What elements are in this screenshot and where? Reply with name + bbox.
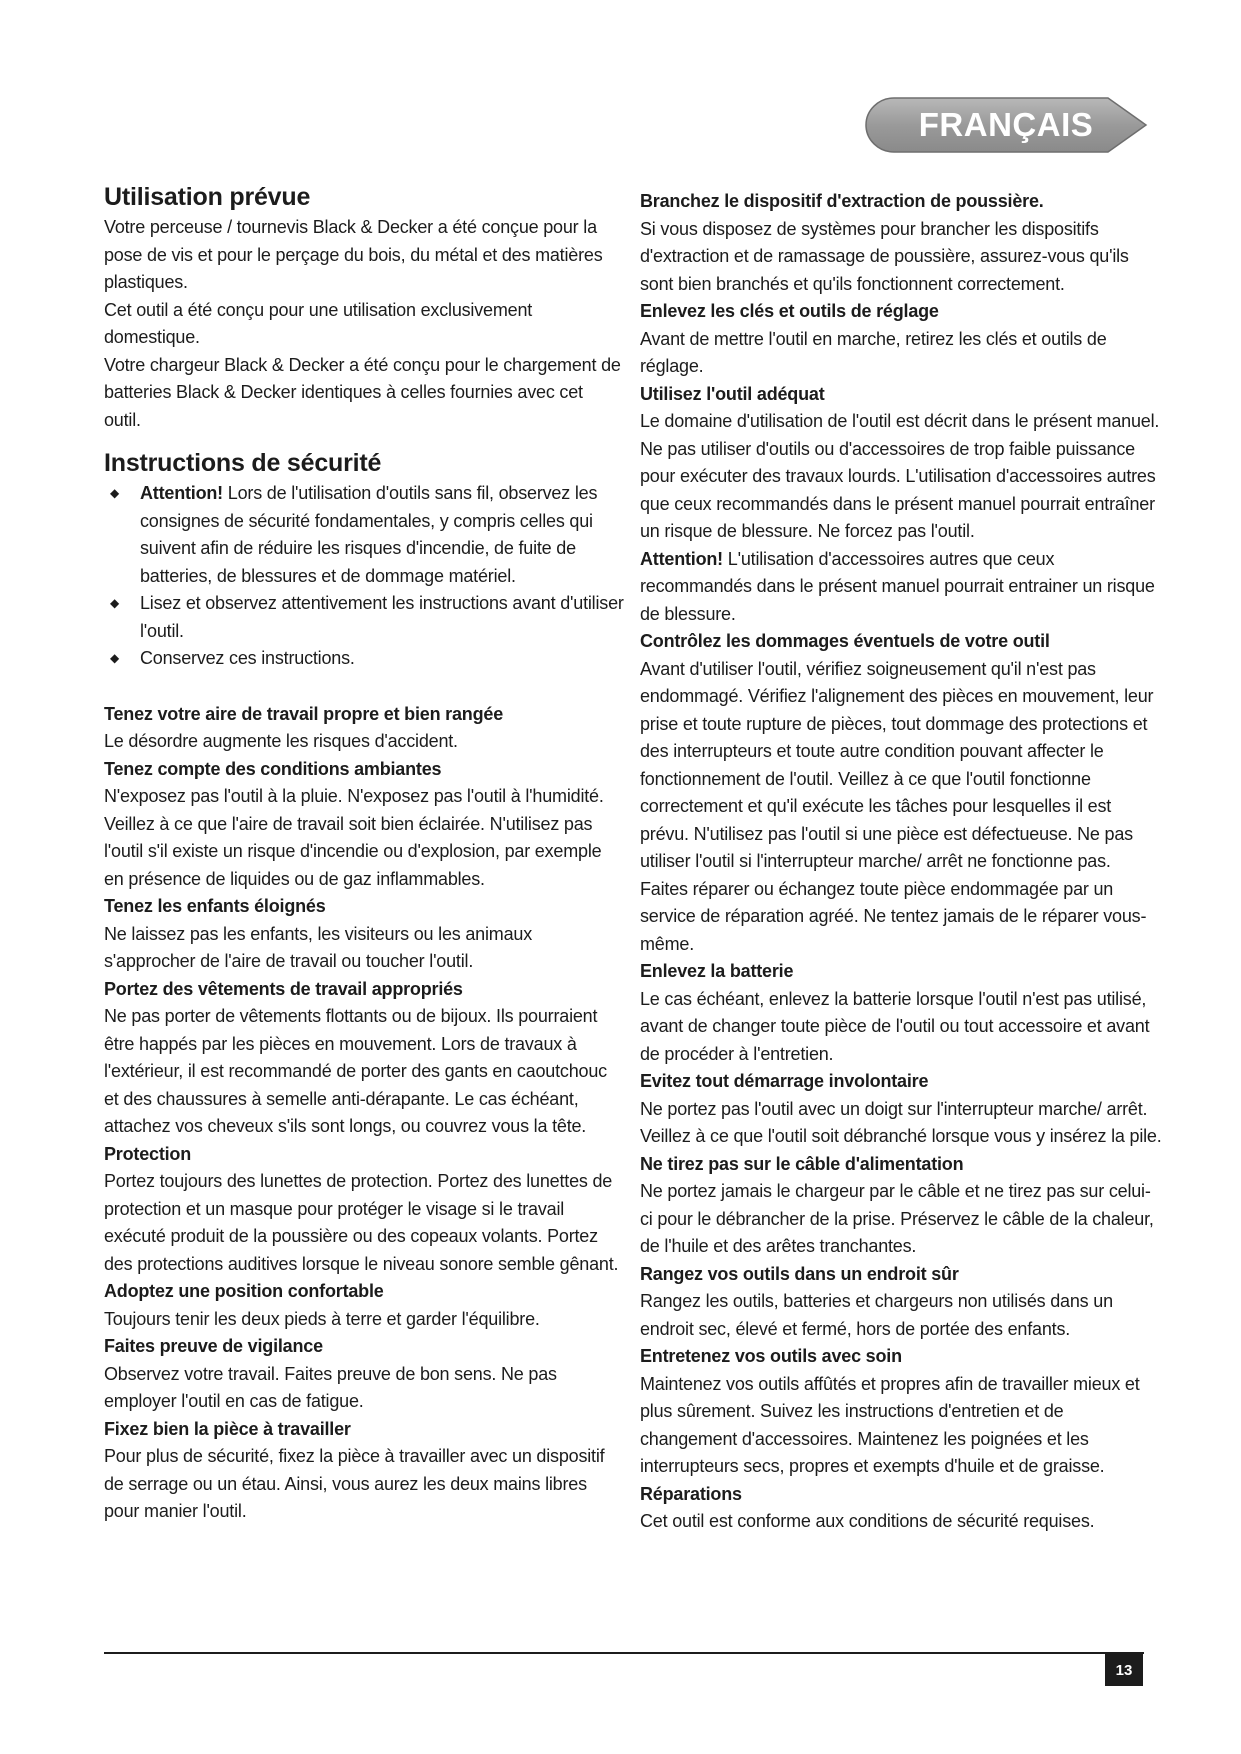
instruction-title: Evitez tout démarrage involontaire [640,1071,929,1091]
instruction-text: Le désordre augmente les risques d'accident. [104,731,458,751]
diamond-bullet-icon: ◆ [110,596,120,610]
instruction-block [640,381,1162,546]
instruction-block [104,1278,624,1333]
instruction-title: Adoptez une position confortable [104,1281,384,1301]
instruction-block [640,188,1162,298]
diamond-bullet-icon: ◆ [110,651,120,665]
instruction-block [104,893,624,976]
instruction-title: Rangez vos outils dans un endroit sûr [640,1263,959,1284]
instruction-title: Ne tirez pas sur le câble d'alimentation [640,1153,964,1174]
instruction-text: Cet outil est conforme aux conditions de sécurité requises. [640,1511,1095,1531]
instruction-text: Portez toujours des lunettes de protection. Portez des lunettes de protection et un masque pour protéger le visage si le travail exécuté produit de la poussière ou des copeaux volants. Portez des protections auditives lorsque le niveau sonore semble gênant. [104,1171,619,1274]
bullet-text: Conservez ces instructions. [140,648,355,668]
instruction-text: Ne portez jamais le chargeur par le câble et ne tirez pas sur celui-ci pour le débrancher de la prise. Préservez le câble de la chaleur, de l'huile et des arêtes tranchantes. [640,1181,1154,1256]
instruction-text: N'exposez pas l'outil à la pluie. N'exposez pas l'outil à l'humidité. Veillez à ce que l'aire de travail soit bien éclairée. N'utilisez pas l'outil s'il existe un risque d'incendie ou d'explosion, par exemple en présence de liquides ou de gaz inflammables. [104,786,604,889]
instruction-text: Le cas échéant, enlevez la batterie lorsque l'outil n'est pas utilisé, avant de changer toute pièce de l'outil ou tout accessoire et avant de procéder à l'entretien. [640,988,1150,1064]
intended-use-section [104,180,624,434]
instruction-block [640,1261,1162,1344]
attention-label: Attention! [640,548,723,569]
intended-use-paragraph: Cet outil a été conçu pour une utilisation exclusivement domestique. [104,299,533,347]
instruction-text: Ne portez pas l'outil avec un doigt sur l'interrupteur marche/ arrêt. Veillez à ce que l'outil soit débranché lorsque vous y insérez la pile. [640,1098,1162,1146]
instruction-block [640,1343,1162,1481]
attention-text: L'utilisation d'accessoires autres que ceux recommandés dans le présent manuel pourrait entrainer un risque de blessure. [640,548,1155,624]
instruction-text: Pour plus de sécurité, fixez la pièce à travailler avec un dispositif de serrage ou un étau. Ainsi, vous aurez les deux mains libres pour manier l'outil. [104,1446,605,1521]
instruction-block [640,958,1162,1068]
left-column [104,180,624,1526]
instruction-title: Tenez les enfants éloignés [104,896,326,916]
attention-label: Attention! [140,483,223,503]
instruction-title: Entretenez vos outils avec soin [640,1346,902,1366]
safety-bullet [104,590,624,645]
instruction-block [640,1481,1162,1536]
instruction-title: Protection [104,1143,192,1164]
intended-use-paragraph: Votre perceuse / tournevis Black & Decker a été conçue pour la pose de vis et pour le perçage du bois, du métal et des matières plastiques. [104,217,603,292]
instruction-text: Toujours tenir les deux pieds à terre et garder l'équilibre. [104,1308,540,1329]
instruction-text: Observez votre travail. Faites preuve de bon sens. Ne pas employer l'outil en cas de fatigue. [104,1363,557,1411]
instruction-title: Tenez compte des conditions ambiantes [104,758,442,779]
diamond-bullet-icon: ◆ [110,486,120,500]
right-column [640,188,1162,1536]
language-tab [864,96,1148,154]
instruction-title: Enlevez la batterie [640,961,794,981]
instruction-text: Avant d'utiliser l'outil, vérifiez soigneusement qu'il n'est pas endommagé. Vérifiez l'alignement des pièces en mouvement, leur prise et toute rupture de pièces, tout dommage des protections et des interrupteurs et toute autre condition pouvant affecter le fonctionnement de l'outil. Veillez à ce que l'outil fonctionne correctement et qu'il exécute les tâches pour lesquelles il est prévu. N'utilisez pas l'outil si une pièce est défectueuse. Ne pas utiliser l'outil si l'interrupteur marche/ arrêt ne fonctionne pas. Faites réparer ou échangez toute pièce endommagée par un service de réparation agréé. Ne tentez jamais de le réparer vous-même. [640,658,1154,954]
instruction-block [640,628,1162,958]
instruction-block [104,1333,624,1416]
instruction-block [104,976,624,1141]
instruction-text: Ne laissez pas les enfants, les visiteurs ou les animaux s'approcher de l'aire de travail ou toucher l'outil. [104,923,533,971]
instruction-text: Ne pas porter de vêtements flottants ou de bijoux. Ils pourraient être happés par les pièces en mouvement. Lors de travaux à l'extérieur, il est recommandé de porter des gants en caoutchouc et des chaussures à semelle anti-dérapante. Le cas échéant, attachez vos cheveux s'ils sont longs, ou couvrez vous la tête. [104,1006,607,1136]
safety-title: Instructions de sécurité [104,449,382,477]
instruction-block [104,756,624,894]
instruction-block [104,1141,624,1279]
instruction-text: Le domaine d'utilisation de l'outil est décrit dans le présent manuel. Ne pas utiliser d'outils ou d'accessoires de trop faible puissance pour exécuter des travaux lourds. L'utilisation d'accessoires autres que ceux recommandés dans le présent manuel pourrait entraîner un risque de blessure. Ne forcez pas l'outil. [640,411,1160,541]
instruction-title: Contrôlez les dommages éventuels de votre outil [640,631,1050,651]
instruction-title: Utilisez l'outil adéquat [640,383,825,404]
instruction-title: Fixez bien la pièce à travailler [104,1418,351,1439]
intended-use-title: Utilisation prévue [104,183,311,211]
instruction-title: Tenez votre aire de travail propre et bien rangée [104,703,504,724]
instruction-text: Si vous disposez de systèmes pour brancher les dispositifs d'extraction et de ramassage de poussière, assurez-vous qu'ils sont bien branchés et qu'ils fonctionnent correctement. [640,218,1129,294]
attention-note [640,546,1162,629]
instruction-text: Avant de mettre l'outil en marche, retirez les clés et outils de réglage. [640,328,1107,376]
safety-bullet [104,645,624,673]
intended-use-paragraph: Votre chargeur Black & Decker a été conçu pour le chargement de batteries Black & Decker identiques à celles fournies avec cet outil. [104,354,621,430]
instruction-block [640,1151,1162,1261]
instruction-text: Rangez les outils, batteries et chargeurs non utilisés dans un endroit sec, élevé et fermé, hors de portée des enfants. [640,1291,1113,1339]
page-number: 13 [1105,1654,1143,1686]
bullet-text: Lisez et observez attentivement les instructions avant d'utiliser l'outil. [140,593,624,641]
instruction-title: Enlevez les clés et outils de réglage [640,301,939,321]
bullet-text: Lors de l'utilisation d'outils sans fil, observez les consignes de sécurité fondamentales, y compris celles qui suivent afin de réduire les risques d'incendie, de fuite de batteries, de blessures et de dommage matériel. [140,483,598,586]
instruction-title: Réparations [640,1483,742,1504]
instruction-block [104,701,624,756]
instruction-text: Maintenez vos outils affûtés et propres afin de travailler mieux et plus sûrement. Suivez les instructions d'entretien et de changement d'accessoires. Maintenez les poignées et les interrupteurs secs, propres et exempts d'huile et de graisse. [640,1373,1140,1476]
instruction-block [640,298,1162,381]
instruction-title: Faites preuve de vigilance [104,1336,323,1356]
safety-bullet [104,480,624,590]
instruction-title: Branchez le dispositif d'extraction de poussière. [640,191,1044,211]
safety-section [104,446,624,673]
instruction-title: Portez des vêtements de travail appropriés [104,978,463,999]
footer-rule [104,1652,1144,1654]
instruction-block [640,1068,1162,1151]
language-label: FRANÇAIS [918,106,1094,143]
attention-paragraph [640,546,1162,629]
instruction-block [104,1416,624,1526]
